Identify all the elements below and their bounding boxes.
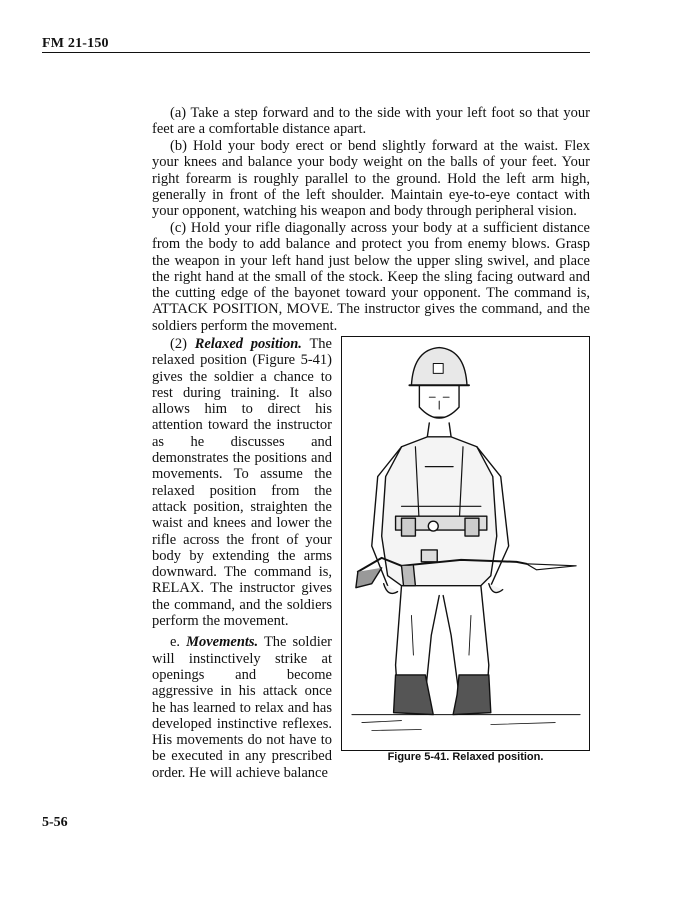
relaxed-heading: Relaxed position. [194,336,302,352]
paragraph-c: (c) Hold your rifle diagonally across your body at a sufficient distance from the body to add balance and protect you from enemy blows. Grasp the weapon in your left hand just below the upper sling swivel, and place the right hand at the small of the stock. Keep the sling facing outward and the cutting edge of the bayonet toward your opponent. The command is, ATTACK POSITION, MOVE. The instructor gives the command, and the soldiers perform the movement. [152,220,590,334]
paragraph-a: (a) Take a step forward and to the side with your left foot so that your feet are a comfortable distance apart. [152,105,590,138]
text-column [152,336,332,781]
movements-paragraph [152,634,332,781]
figure-caption: Figure 5-41. Relaxed position. [387,751,544,763]
relaxed-number: (2) [170,336,187,352]
paragraph-b: (b) Hold your body erect or bend slightly forward at the waist. Flex your knees and balance your body weight on the balls of your feet. Your right forearm is roughly parallel to the ground. Hold the left arm high, generally in front of the left shoulder. Maintain eye-to-eye contact with your opponent, watching his weapon and body through peripheral vision. [152,138,590,220]
movements-text: The soldier will instinctively strike at openings and become aggressive in his attack once he has learned to relax and has developed instinctive reflexes. His movements do not have to be executed in any prescribed order. He will achieve balance [152,634,332,781]
movements-number: e. [170,634,181,651]
header-rule [42,52,590,53]
page-number: 5-56 [42,815,68,830]
relaxed-text: The relaxed position (Figure 5-41) gives the soldier a chance to rest during training. It also allows him to direct his attention toward the instructor as he discusses and demonstrates the positions and movements. To assume the relaxed position from the attack position, straighten the waist and knees and lower the rifle across the front of your body by extending the arms downward. The command is, RELAX. The instructor gives the command, and the soldiers perform the movement. [152,336,332,630]
running-header: FM 21-150 [42,36,109,51]
relaxed-position-paragraph [152,336,332,629]
figure-frame [341,336,590,751]
soldier-illustration [342,337,589,750]
movements-heading: Movements. [186,634,259,651]
